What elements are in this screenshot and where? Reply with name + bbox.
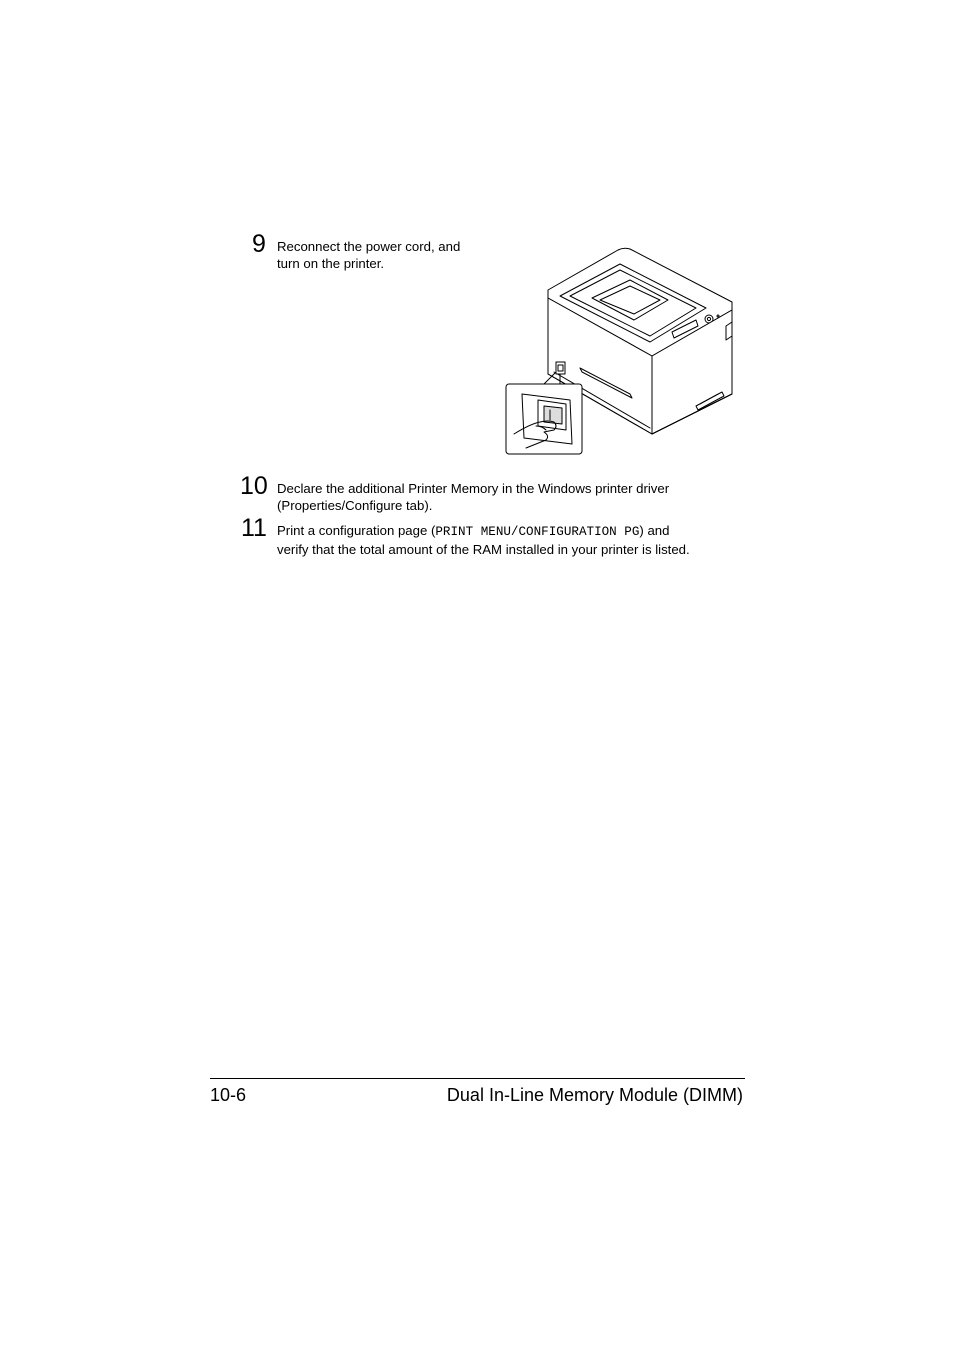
step-10-text [277, 480, 669, 514]
footer-chapter-title: Dual In-Line Memory Module (DIMM) [446, 1085, 743, 1105]
step-10-line-2: (Properties/Configure tab). [277, 498, 433, 513]
step-11-text-post: ) and [639, 523, 670, 538]
footer-rule [210, 1078, 745, 1079]
printer-power-switch-illustration [500, 244, 740, 460]
step-11-text-pre: Print a configuration page ( [277, 523, 436, 538]
step-11-line-2: verify that the total amount of the RAM installed in your printer is listed. [277, 542, 690, 557]
step-number-10: 10 [240, 472, 268, 500]
step-10-line-1: Declare the additional Printer Memory in the Windows printer driver [277, 481, 670, 496]
step-11-line-1 [277, 522, 690, 541]
step-number-11: 11 [241, 514, 267, 542]
menu-path-code: PRINT MENU/CONFIGURATION PG [435, 525, 640, 539]
footer-page-number: 10-6 [210, 1085, 247, 1105]
step-9-line-1: Reconnect the power cord, and [277, 239, 461, 254]
step-9-text [277, 238, 460, 272]
step-number-9: 9 [252, 230, 266, 258]
step-9-line-2: turn on the printer. [277, 256, 385, 271]
step-11-text [277, 522, 690, 558]
